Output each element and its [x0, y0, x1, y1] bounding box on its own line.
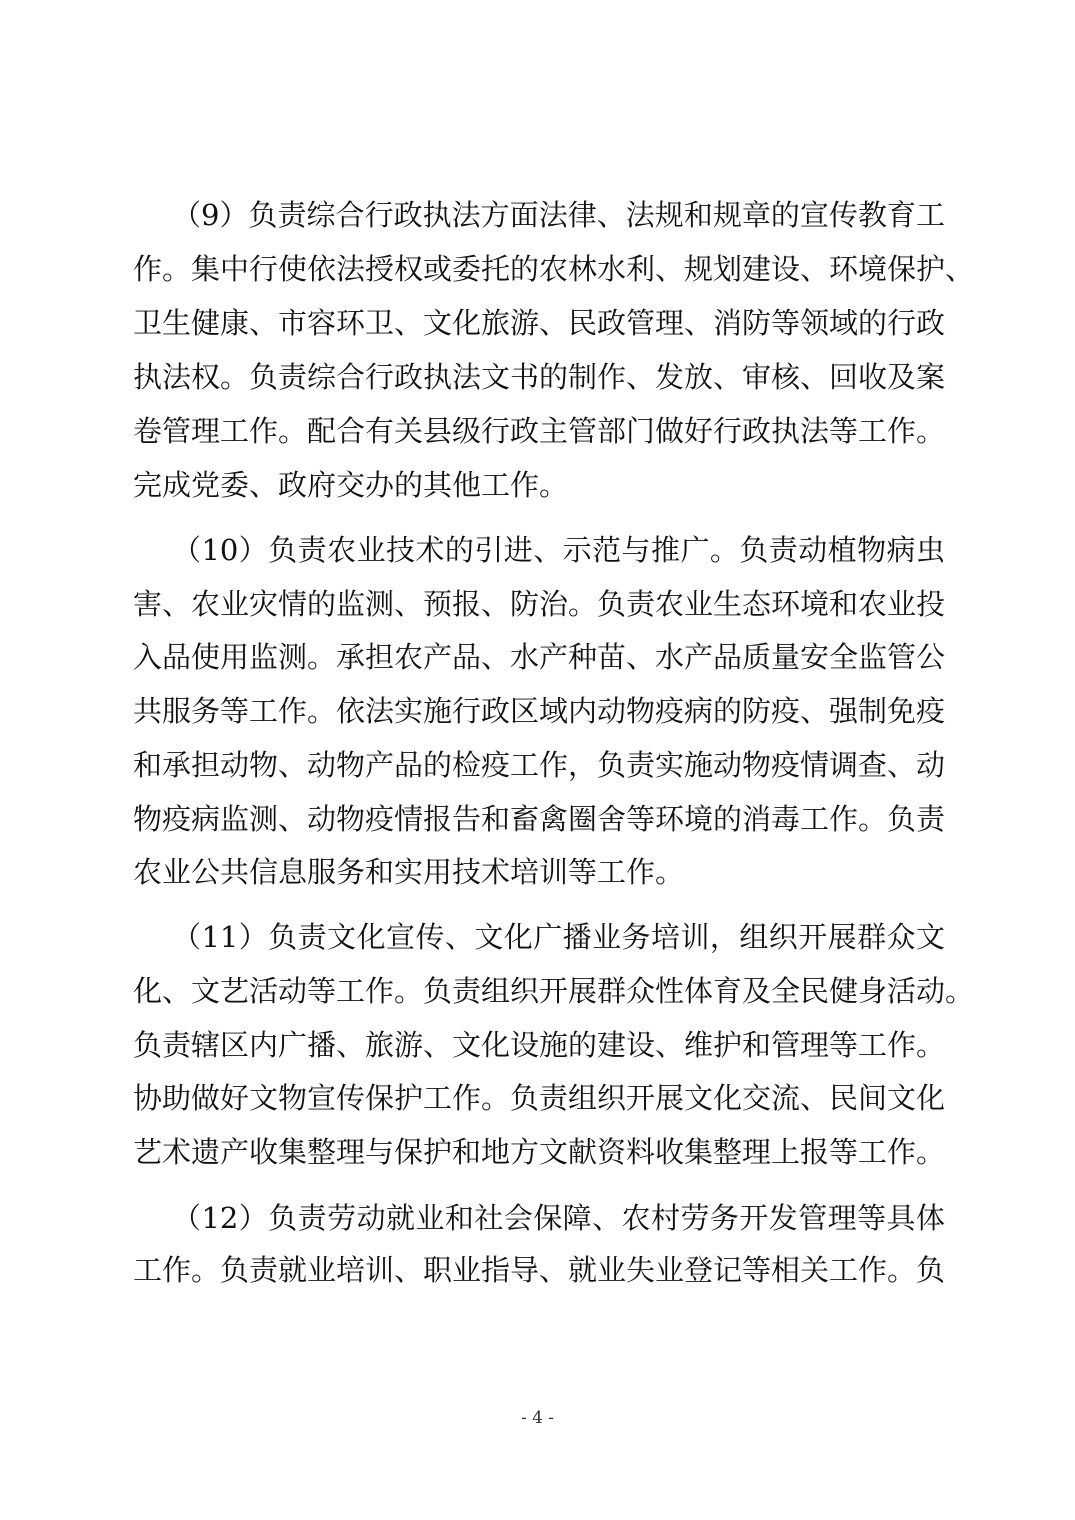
- text-line: 负责辖区内广播、旅游、文化设施的建设、维护和管理等工作。: [133, 1027, 946, 1062]
- text-line: 完成党委、政府交办的其他工作。: [133, 468, 569, 502]
- text-line: 协助做好文物宣传保护工作。负责组织开展文化交流、民间文化: [133, 1081, 946, 1116]
- text-line: 卷管理工作。配合有关县级行政主管部门做好行政执法等工作。: [133, 414, 946, 448]
- text-line: 工作。负责就业培训、职业指导、就业失业登记等相关工作。负: [133, 1253, 946, 1287]
- text-line: （10）负责农业技术的引进、示范与推广。负责动植物病虫: [172, 533, 945, 567]
- text-line: 化、文艺活动等工作。负责组织开展群众性体育及全民健身活动。: [133, 973, 975, 1008]
- page-number: - 4 -: [520, 1408, 555, 1428]
- text-line: 害、农业灾情的监测、预报、防治。负责农业生态环境和农业投: [133, 586, 946, 621]
- text-line: 和承担动物、动物产品的检疫工作，负责实施动物疫情调查、动: [133, 747, 946, 782]
- text-line: 入品使用监测。承担农产品、水产种苗、水产品质量安全监管公: [133, 640, 946, 675]
- text-line: （9）负责综合行政执法方面法律、法规和规章的宣传教育工: [172, 198, 945, 232]
- text-line: 物疫病监测、动物疫情报告和畜禽圈舍等环境的消毒工作。负责: [133, 801, 946, 836]
- text-line: （12）负责劳动就业和社会保障、农村劳务开发管理等具体: [172, 1201, 945, 1235]
- text-line: 卫生健康、市容环卫、文化旅游、民政管理、消防等领域的行政: [133, 306, 946, 340]
- text-line: 作。集中行使依法授权或委托的农林水利、规划建设、环境保护、: [133, 252, 975, 286]
- text-line: 执法权。负责综合行政执法文书的制作、发放、审核、回收及案: [133, 360, 946, 394]
- text-line: （11）负责文化宣传、文化广播业务培训，组织开展群众文: [172, 920, 945, 954]
- text-line: 农业公共信息服务和实用技术培训等工作。: [133, 855, 685, 890]
- text-line: 艺术遗产收集整理与保护和地方文献资料收集整理上报等工作。: [133, 1135, 946, 1170]
- text-line: 共服务等工作。依法实施行政区域内动物疫病的防疫、强制免疫: [133, 694, 946, 729]
